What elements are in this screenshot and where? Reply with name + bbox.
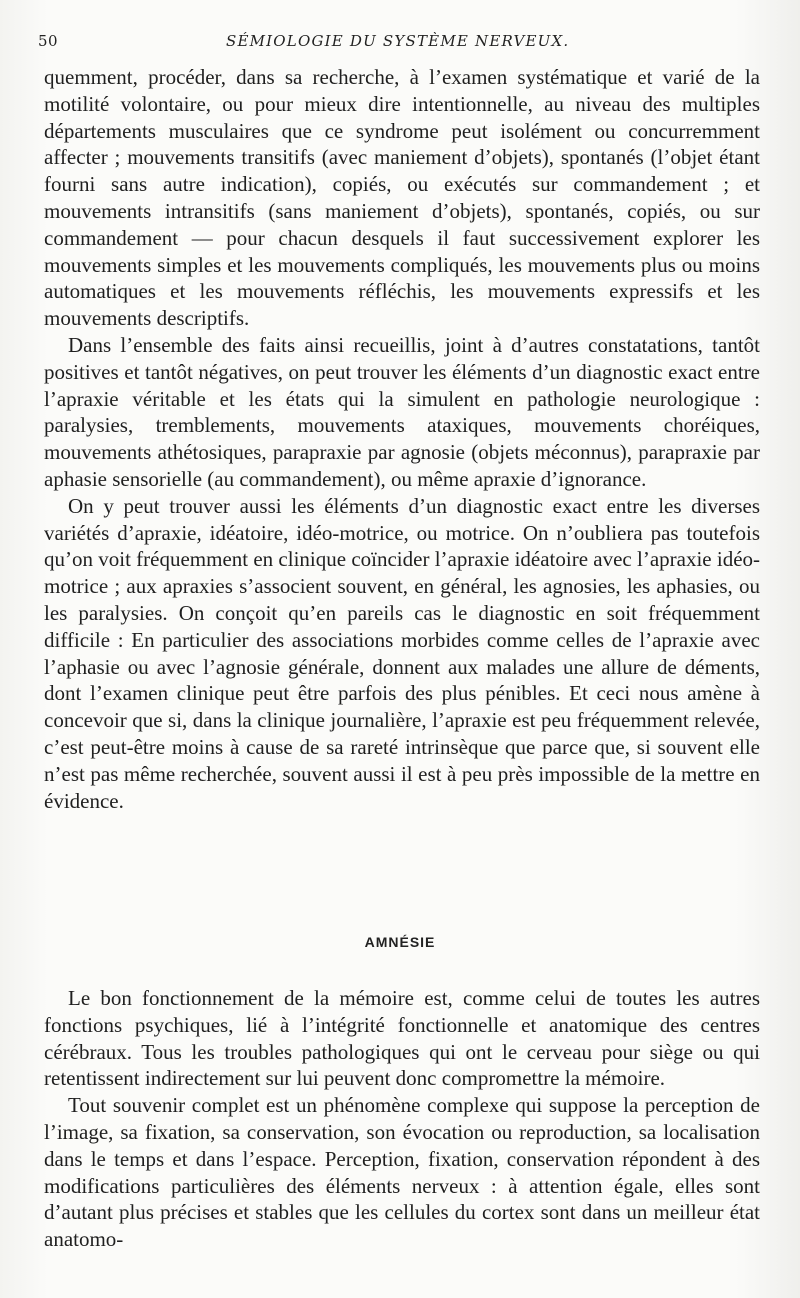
paragraph: Le bon fonctionnement de la mémoire est, comme celui de toutes les autres fonctions psychiques, lié à l’intégrité fonctionnelle et anatomique des centres cérébraux. Tous les troubles pathologiques qui ont le cerveau pour siège ou qui retentissent indirectement sur lui peuvent donc compromettre la mémoire. bbox=[44, 986, 760, 1091]
running-title: SÉMIOLOGIE DU SYSTÈME NERVEUX. bbox=[226, 32, 570, 50]
page-header bbox=[38, 30, 758, 54]
page-number: 50 bbox=[38, 32, 59, 50]
section-heading: AMNÉSIE bbox=[364, 934, 436, 950]
paragraph: Tout souvenir complet est un phénomène complexe qui suppose la perception de l’image, sa fixation, sa conservation, son évocation ou reproduction, sa localisation dans le temps et dans l’espace. Perception, fixation, conservation répondent à des modifications particulières des éléments nerveux : à attention égale, elles sont d’autant plus précises et stables que les cellules du cortex sont dans un meilleur état anatomo- bbox=[44, 1093, 760, 1252]
paragraph: Dans l’ensemble des faits ainsi recueillis, joint à d’autres constatations, tantôt positives et tantôt négatives, on peut trouver les éléments d’un diagnostic exact entre l’apraxie véritable et les états qui la simulent en pathologie neurologique : paralysies, tremblements, mouvements ataxiques, mouvements choréiques, mouvements athétosiques, parapraxie par agnosie (objets méconnus), parapraxie par aphasie sensorielle (au commandement), ou même apraxie d’ignorance. bbox=[44, 332, 760, 491]
paragraph: On y peut trouver aussi les éléments d’un diagnostic exact entre les diverses variétés d’apraxie, idéatoire, idéo-motrice, ou motrice. On n’oubliera pas toutefois qu’on voit fréquemment en clinique coïncider l’apraxie idéatoire avec l’apraxie idéo-motrice ; aux apraxies s’associent souvent, en général, les agnosies, les aphasies, ou les paralysies. On conçoit qu’en pareils cas le diagnostic en soit fréquemment difficile : En particulier des associations morbides comme celles de l’apraxie avec l’aphasie ou avec l’agnosie générale, donnent aux malades une allure de déments, dont l’examen clinique peut être parfois des plus pénibles. Et ceci nous amène à concevoir que si, dans la clinique journalière, l’apraxie est peu fréquemment relevée, c’est peut-être moins à cause de sa rareté intrinsèque que parce que, si souvent elle n’est pas même recherchée, souvent aussi il est à peu près impossible de la mettre en évidence. bbox=[44, 493, 761, 813]
section-text bbox=[44, 985, 760, 1253]
main-text bbox=[44, 64, 760, 814]
paragraph-continued: quemment, procéder, dans sa recherche, à l’examen systématique et varié de la motilité volontaire, ou pour mieux dire intentionnelle, au niveau des multiples départements musculaires que ce syndrome peut isolément ou concurremment affecter ; mouvements transitifs (avec maniement d’objets), spontanés (l’objet étant fourni sans autre indication), copiés, ou exécutés sur commandement ; et mouvements intransitifs (sans maniement d’objets), spontanés, copiés, ou sur commandement — pour chacun desquels il faut successivement explorer les mouvements simples et les mouvements compliqués, les mouvements plus ou moins automatiques et les mouvements réfléchis, les mouvements expressifs et les mouvements descriptifs. bbox=[44, 65, 760, 331]
